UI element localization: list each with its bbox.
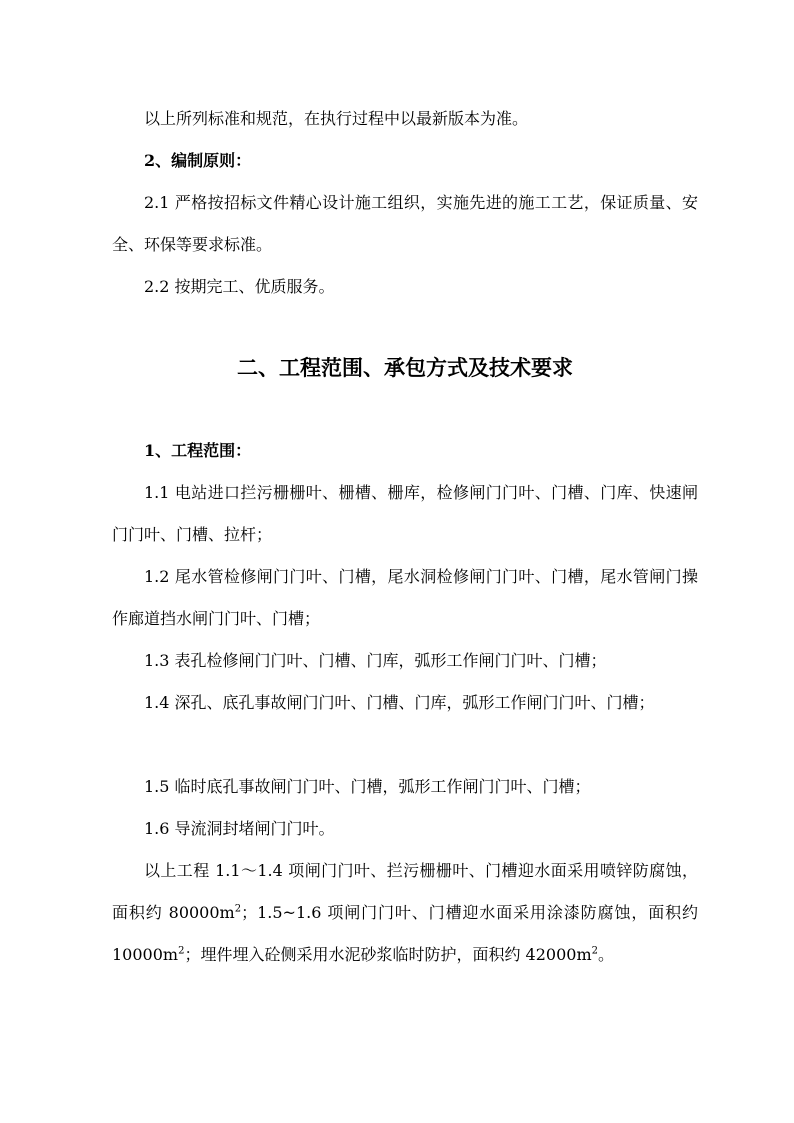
- anticorrosion-text-2: ；1.5~1.6 项闸门门叶、门槽迎水面采用涂漆防腐蚀，面积约 10000m: [112, 903, 698, 964]
- scope-item-1-6: 1.6 导流洞封堵闸门门叶。: [144, 819, 335, 838]
- scope-item-1-3: 1.3 表孔检修闸门门叶、门槽、门库，弧形工作闸门门叶、门槽；: [144, 651, 607, 670]
- area-unit-superscript: 2: [591, 945, 598, 957]
- principles-heading: 2、编制原则：: [144, 151, 252, 170]
- anticorrosion-text-1: 以上工程 1.1～1.4 项闸门门叶、拦污栅栅叶、门槽迎水面采用喷锌防腐蚀，面积约 80000m: [112, 861, 698, 922]
- principle-2-1: 2.1 严格按招标文件精心设计施工组织，实施先进的施工工艺，保证质量、安全、环保等要求标准。: [112, 193, 698, 254]
- principle-2-2: 2.2 按期完工、优质服务。: [144, 277, 335, 296]
- section-title: 二、工程范围、承包方式及技术要求: [237, 355, 573, 380]
- scope-item-1-1: 1.1 电站进口拦污栅栅叶、栅槽、栅库，检修闸门门叶、门槽、门库、快速闸门门叶、门槽、拉杆；: [112, 483, 698, 544]
- area-unit-superscript: 2: [178, 945, 185, 957]
- anticorrosion-paragraph: [112, 850, 698, 976]
- scope-item-1-2: 1.2 尾水管检修闸门门叶、门槽，尾水洞检修闸门门叶、门槽，尾水管闸门操作廊道挡水闸门门叶、门槽；: [112, 567, 698, 628]
- standards-note: 以上所列标准和规范，在执行过程中以最新版本为准。: [144, 109, 529, 128]
- scope-item-1-4: 1.4 深孔、底孔事故闸门门叶、门槽、门库，弧形工作闸门门叶、门槽；: [144, 693, 655, 712]
- scope-item-1-5: 1.5 临时底孔事故闸门门叶、门槽，弧形工作闸门门叶、门槽；: [144, 777, 591, 796]
- scope-heading: 1、工程范围：: [144, 441, 252, 460]
- area-unit-superscript: 2: [234, 903, 242, 915]
- anticorrosion-text-4: 。: [598, 945, 615, 964]
- anticorrosion-text-3: ；埋件埋入砼侧采用水泥砂浆临时防护，面积约 42000m: [184, 945, 592, 964]
